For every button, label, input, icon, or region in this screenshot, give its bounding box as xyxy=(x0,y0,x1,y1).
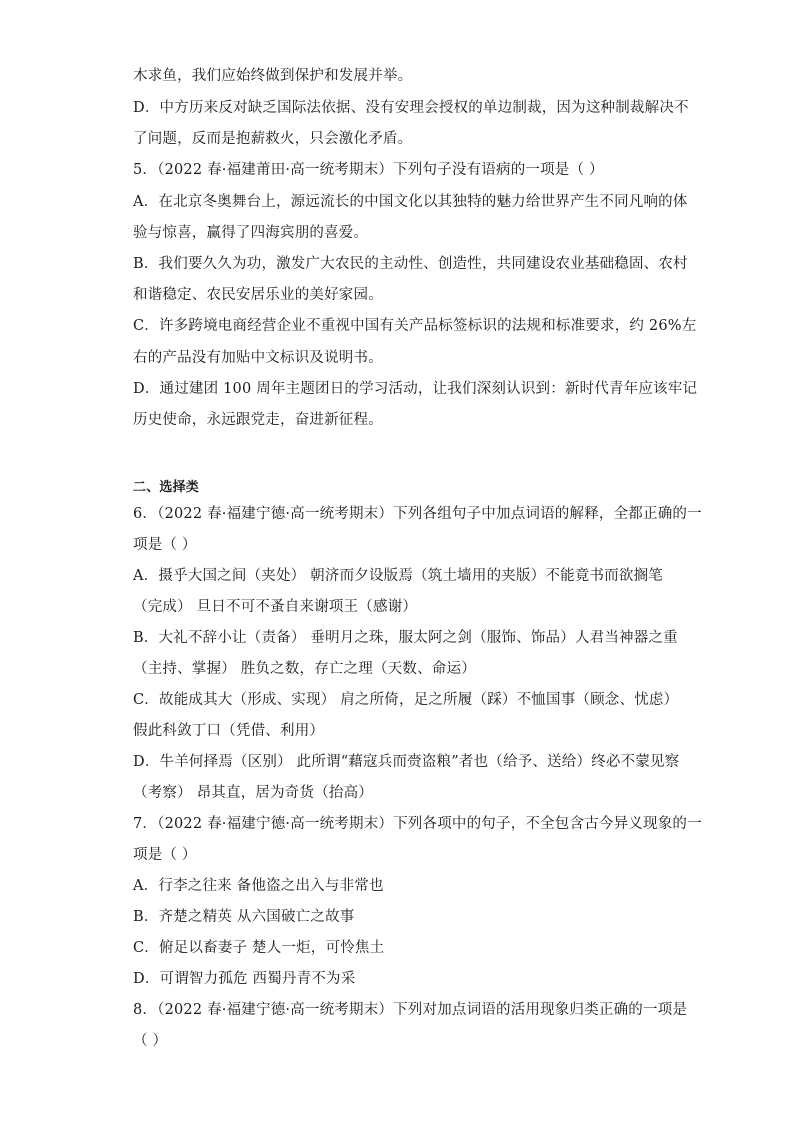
q5-stem: 5．（2022 春·福建莆田·高一统考期末）下列句子没有语病的一项是（ ） xyxy=(133,162,604,178)
q7-option-b: B．齐楚之精英 从六国破亡之故事 xyxy=(133,909,355,925)
section-title: 二、选择类 xyxy=(133,480,200,495)
q5-option-a-cont: 验与惊喜，赢得了四海宾朋的喜爱。 xyxy=(133,225,369,241)
q6-option-d: D．牛羊何择焉（区别） 此所谓“藉寇兵而赍盗粮”者也（给予、送给）终必不蒙见察 xyxy=(133,754,680,770)
q5-option-b: B．我们要久久为功，激发广大农民的主动性、创造性，共同建设农业基础稳固、农村 xyxy=(133,256,688,272)
q4-option-d-cont: 了问题，反而是抱薪救火，只会激化矛盾。 xyxy=(133,131,413,147)
q6-option-b: B．大礼不辞小让（责备） 垂明月之珠，服太阿之剑（服饰、饰品）人君当神器之重 xyxy=(133,630,678,646)
q7-stem-cont: 项是（ ） xyxy=(133,847,197,863)
q6-option-c-cont: 假此科敛丁口（凭借、利用） xyxy=(133,723,325,739)
q4-option-d: D．中方历来反对缺乏国际法依据、没有安理会授权的单边制裁，因为这种制裁解决不 xyxy=(133,100,689,116)
q6-stem: 6．（2022 春·福建宁德·高一统考期末）下列各组句子中加点词语的解释，全都正确的一 xyxy=(133,506,702,522)
q5-option-d-cont: 历史使命，永远跟党走，奋进新征程。 xyxy=(133,412,383,428)
q7-stem: 7．（2022 春·福建宁德·高一统考期末）下列各项中的句子，不全包含古今异义现象的一 xyxy=(133,816,702,832)
q7-option-d: D．可谓智力孤危 西蜀丹青不为采 xyxy=(133,971,356,987)
q5-option-b-cont: 和谐稳定、农民安居乐业的美好家园。 xyxy=(133,287,383,303)
q5-option-d: D．通过建团 100 周年主题团日的学习活动，让我们深刻认识到：新时代青年应该牢记 xyxy=(133,381,698,397)
q8-stem-cont: （ ） xyxy=(133,1033,168,1049)
q7-option-a: A．行李之往来 备他盗之出入与非常也 xyxy=(133,878,384,894)
q8-stem: 8．（2022 春·福建宁德·高一统考期末）下列对加点词语的活用现象归类正确的一项是 xyxy=(133,1002,688,1018)
q6-option-c: C．故能成其大（形成、实现） 肩之所倚，足之所履（踩）不恤国事（顾念、忧虑） xyxy=(133,692,679,708)
q7-option-c: C．俯足以畜妻子 楚人一炬，可怜焦土 xyxy=(133,940,385,956)
q5-option-c: C．许多跨境电商经营企业不重视中国有关产品标签标识的法规和标准要求，约 26%左 xyxy=(133,318,697,334)
q6-option-a-cont: （完成） 旦日不可不蚤自来谢项王（感谢） xyxy=(133,599,418,615)
q6-option-d-cont: （考察） 昂其直，居为奇货（抬高） xyxy=(133,785,374,801)
q5-option-a: A．在北京冬奥舞台上，源远流长的中国文化以其独特的魅力给世界产生不同凡响的体 xyxy=(133,194,688,210)
q4-option-c-tail: 木求鱼，我们应始终做到保护和发展并举。 xyxy=(133,68,413,84)
q6-option-b-cont: （主持、掌握） 胜负之数，存亡之理（天数、命运） xyxy=(133,661,476,677)
q6-stem-cont: 项是（ ） xyxy=(133,537,197,553)
q5-option-c-cont: 右的产品没有加贴中文标识及说明书。 xyxy=(133,350,383,366)
q6-option-a: A．摄乎大国之间（夹处） 朝济而夕设版焉（筑土墙用的夹版）不能竟书而欲搁笔 xyxy=(133,568,663,584)
